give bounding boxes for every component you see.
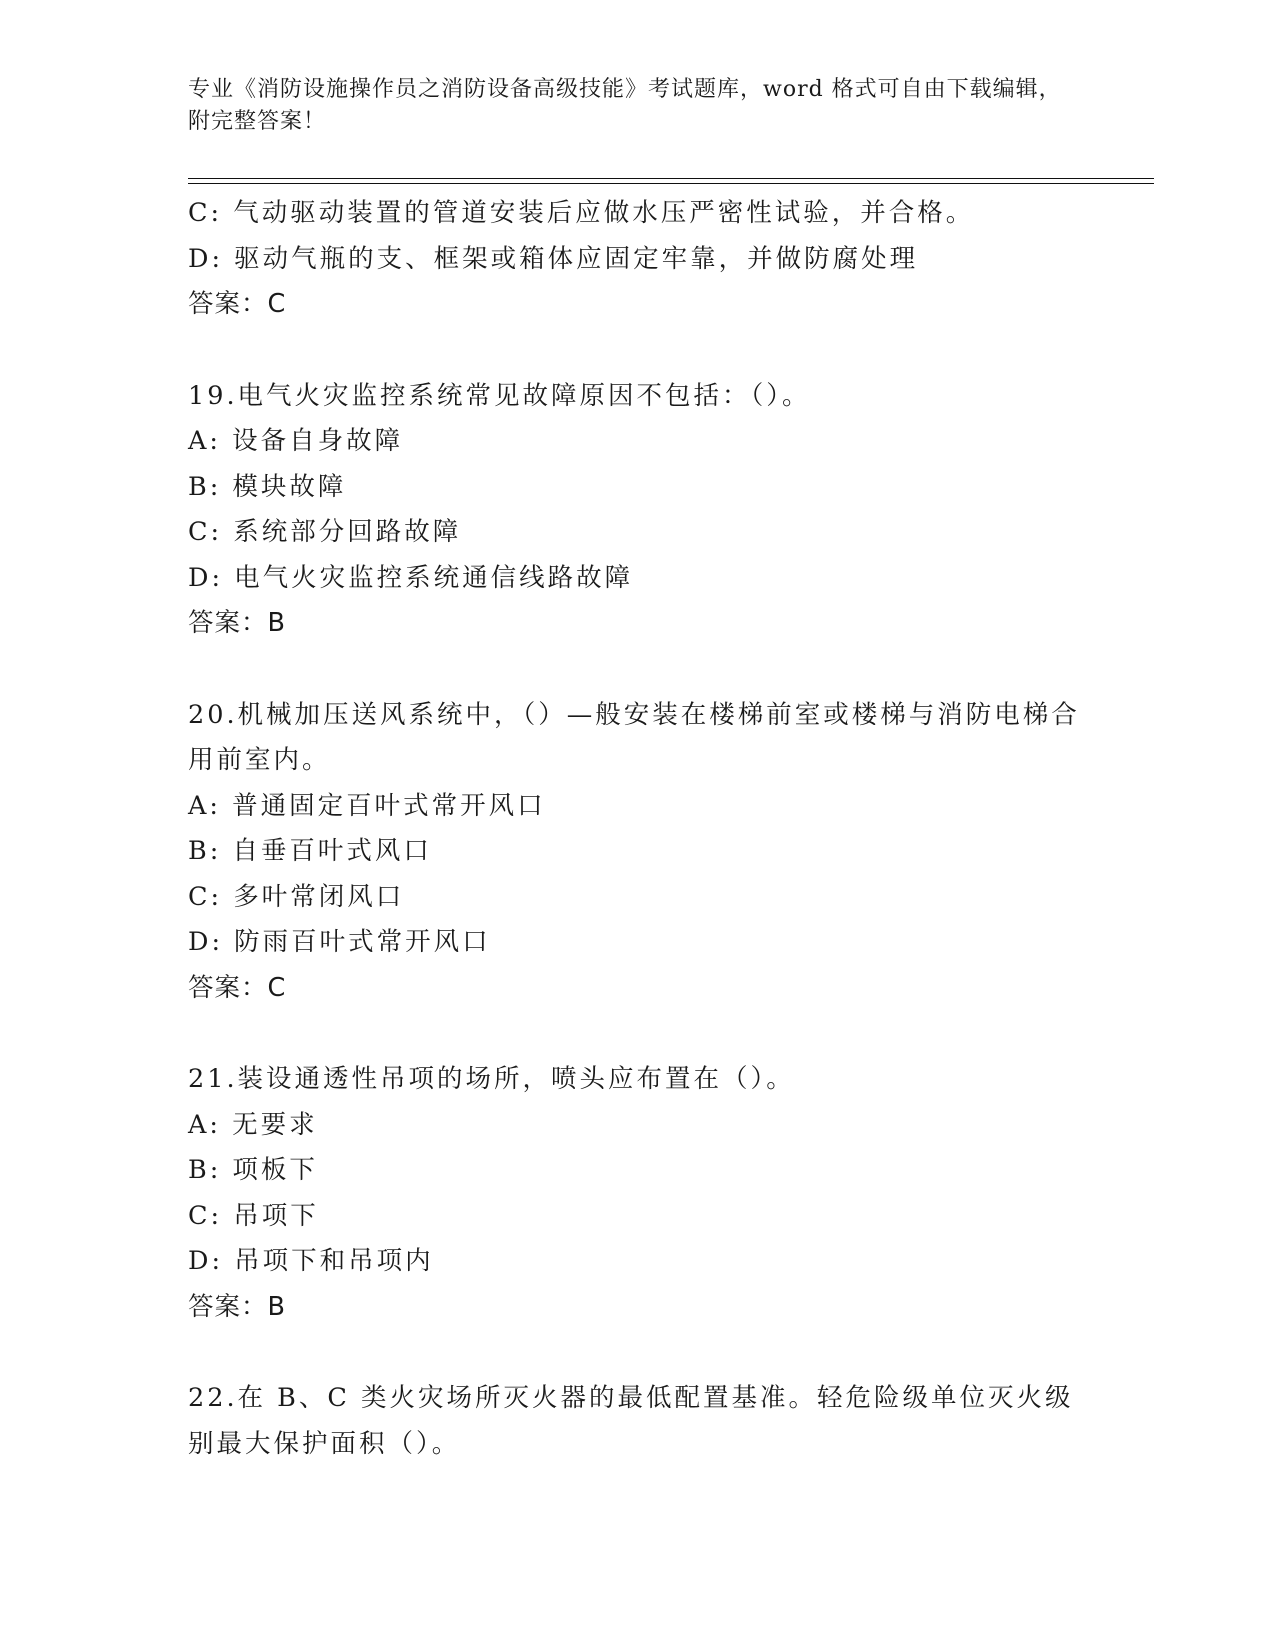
document-header: 专业《消防设施操作员之消防设备高级技能》考试题库，word 格式可自由下载编辑，附完整答案！ bbox=[188, 77, 1062, 134]
option-b: B: 模块故障 bbox=[188, 471, 347, 502]
option-c: C: 吊项下 bbox=[188, 1200, 319, 1231]
option-d: D: 防雨百叶式常开风口 bbox=[188, 927, 491, 957]
question-19: 19.电气火灾监控系统常见故障原因不包括：（）。 bbox=[188, 380, 811, 411]
option-c: C: 系统部分回路故障 bbox=[188, 517, 462, 547]
answer: 答案：C bbox=[188, 972, 287, 1003]
option-a: A: 无要求 bbox=[188, 1109, 318, 1140]
header-divider-bottom bbox=[188, 183, 1154, 184]
header-divider-top bbox=[188, 178, 1154, 179]
question-20: 20.机械加压送风系统中，（）—般安装在楼梯前室或楼梯与消防电梯合用前室内。 bbox=[188, 699, 1080, 775]
option-c: C: 多叶常闭风口 bbox=[188, 881, 405, 912]
option-b: B: 项板下 bbox=[188, 1155, 318, 1185]
question-21: 21.装设通透性吊项的场所，喷头应布置在（）。 bbox=[188, 1064, 795, 1094]
question-22: 22.在 B、C 类火灾场所灭火器的最低配置基准。轻危险级单位灭火级别最大保护面积（）。 bbox=[188, 1383, 1074, 1459]
option-b: B: 自垂百叶式风口 bbox=[188, 836, 432, 866]
option-d: D: 吊项下和吊项内 bbox=[188, 1246, 434, 1276]
question-list bbox=[188, 191, 1088, 1467]
answer: 答案：C bbox=[188, 289, 287, 319]
option-d: D: 电气火灾监控系统通信线路故障 bbox=[188, 562, 634, 593]
option-d: D: 驱动气瓶的支、框架或箱体应固定牢靠，并做防腐处理 bbox=[188, 243, 919, 274]
answer: 答案：B bbox=[188, 1291, 286, 1322]
option-c: C: 气动驱动装置的管道安装后应做水压严密性试验，并合格。 bbox=[188, 198, 975, 228]
option-a: A: 普通固定百叶式常开风口 bbox=[188, 790, 546, 821]
option-a: A: 设备自身故障 bbox=[188, 426, 404, 456]
answer: 答案：B bbox=[188, 608, 286, 638]
